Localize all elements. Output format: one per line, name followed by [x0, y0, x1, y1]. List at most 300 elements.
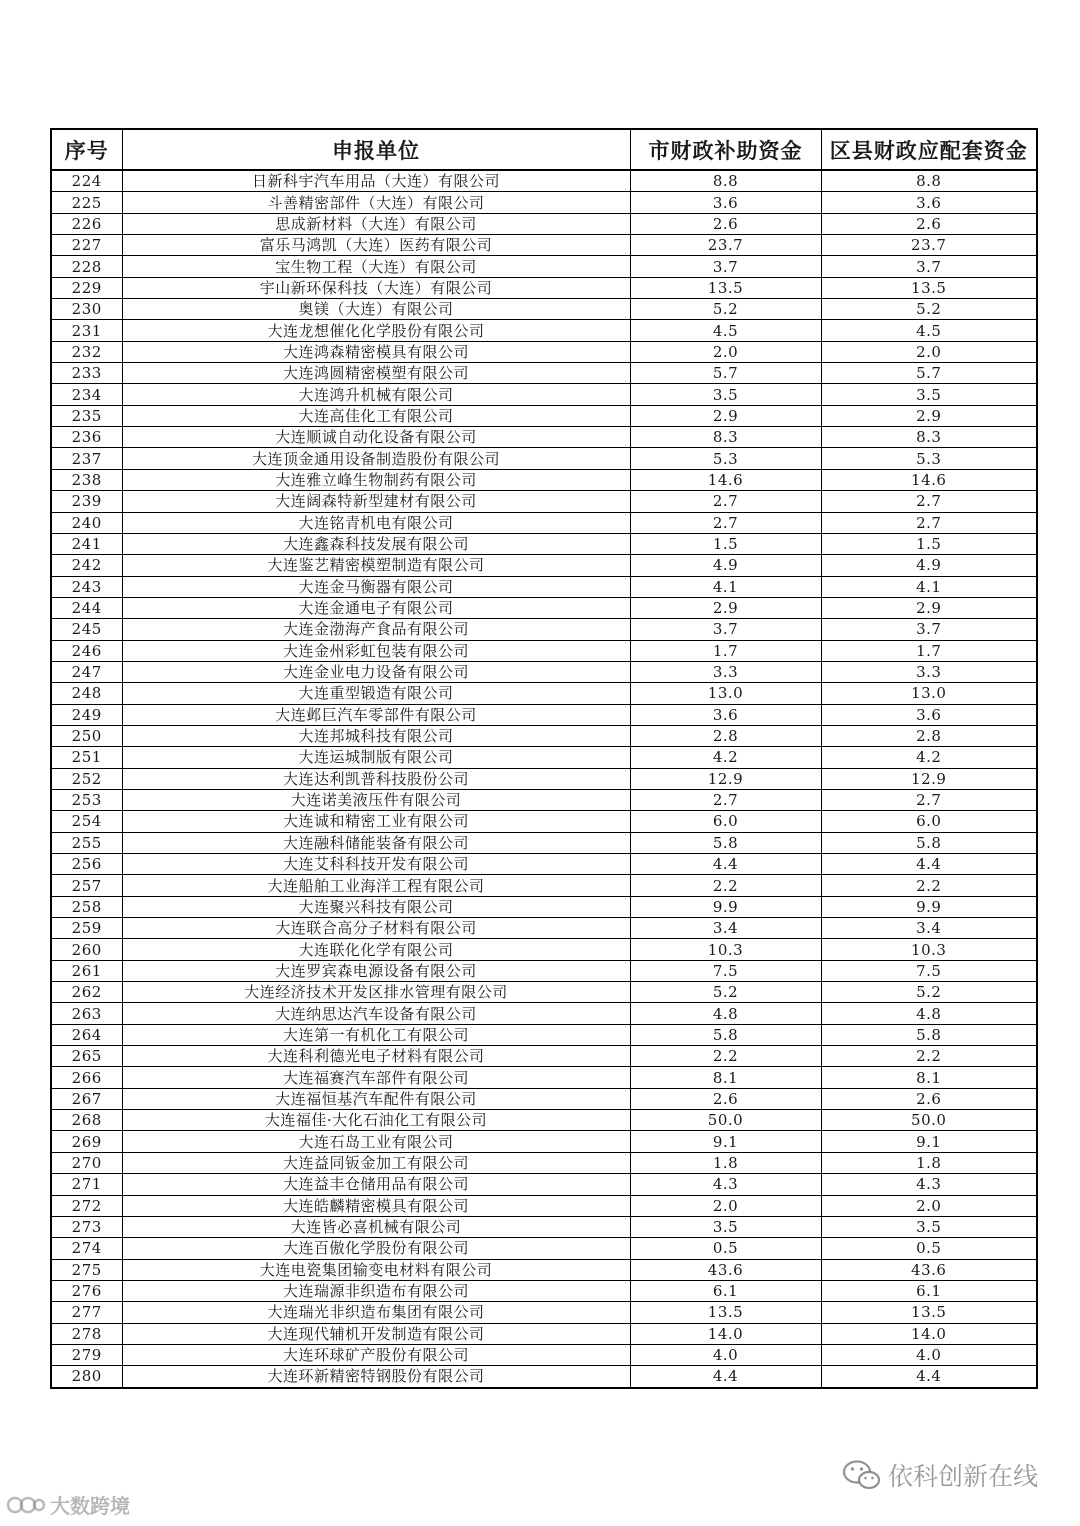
table-row: [51, 491, 1037, 512]
row-city-subsidy: 2.7: [630, 789, 821, 810]
table-row: [51, 1216, 1037, 1237]
table-row: [51, 1152, 1037, 1173]
table-row: [51, 725, 1037, 746]
watermark-right: [842, 1457, 1038, 1493]
row-district-matching: 0.5: [821, 1238, 1037, 1259]
row-index: 274: [51, 1238, 122, 1259]
row-city-subsidy: 5.2: [630, 982, 821, 1003]
row-applicant: 大连铭青机电有限公司: [122, 512, 630, 533]
row-city-subsidy: 2.9: [630, 597, 821, 618]
table-header: [51, 129, 1037, 170]
row-district-matching: 4.1: [821, 576, 1037, 597]
row-city-subsidy: 8.3: [630, 427, 821, 448]
row-district-matching: 3.6: [821, 704, 1037, 725]
row-district-matching: 4.4: [821, 1366, 1037, 1388]
row-district-matching: 4.9: [821, 555, 1037, 576]
header-row: [51, 129, 1037, 170]
row-city-subsidy: 4.3: [630, 1174, 821, 1195]
row-city-subsidy: 3.7: [630, 256, 821, 277]
row-index: 266: [51, 1067, 122, 1088]
row-applicant: 大连罗宾森电源设备有限公司: [122, 960, 630, 981]
table-row: [51, 704, 1037, 725]
table-row: [51, 448, 1037, 469]
row-index: 240: [51, 512, 122, 533]
row-district-matching: 2.9: [821, 405, 1037, 426]
table-row: [51, 512, 1037, 533]
row-city-subsidy: 9.9: [630, 896, 821, 917]
row-applicant: 大连百傲化学股份有限公司: [122, 1238, 630, 1259]
row-index: 226: [51, 213, 122, 234]
row-index: 245: [51, 619, 122, 640]
row-city-subsidy: 8.8: [630, 170, 821, 192]
row-applicant: 大连环新精密特钢股份有限公司: [122, 1366, 630, 1388]
row-applicant: 大连环球矿产股份有限公司: [122, 1344, 630, 1365]
table-row: [51, 1067, 1037, 1088]
row-applicant: 大连电瓷集团输变电材料有限公司: [122, 1259, 630, 1280]
row-district-matching: 4.0: [821, 1344, 1037, 1365]
row-index: 224: [51, 170, 122, 192]
row-city-subsidy: 4.5: [630, 320, 821, 341]
row-city-subsidy: 9.1: [630, 1131, 821, 1152]
row-applicant: 大连石岛工业有限公司: [122, 1131, 630, 1152]
row-index: 272: [51, 1195, 122, 1216]
logo-icon: [6, 1494, 46, 1516]
row-district-matching: 12.9: [821, 768, 1037, 789]
row-city-subsidy: 2.6: [630, 1088, 821, 1109]
row-district-matching: 9.1: [821, 1131, 1037, 1152]
row-city-subsidy: 2.6: [630, 213, 821, 234]
header-applicant: 申报单位: [122, 129, 630, 170]
row-city-subsidy: 13.5: [630, 1302, 821, 1323]
row-applicant: 大连高佳化工有限公司: [122, 405, 630, 426]
row-applicant: 大连金业电力设备有限公司: [122, 661, 630, 682]
header-district-matching: 区县财政应配套资金: [821, 129, 1037, 170]
row-index: 257: [51, 875, 122, 896]
row-applicant: 大连福赛汽车部件有限公司: [122, 1067, 630, 1088]
row-applicant: 大连船舶工业海洋工程有限公司: [122, 875, 630, 896]
row-applicant: 大连瑞源非织造布有限公司: [122, 1280, 630, 1301]
row-district-matching: 7.5: [821, 960, 1037, 981]
row-index: 235: [51, 405, 122, 426]
table-row: [51, 1195, 1037, 1216]
row-index: 258: [51, 896, 122, 917]
table-row: [51, 768, 1037, 789]
row-city-subsidy: 23.7: [630, 235, 821, 256]
row-applicant: 大连福佳·大化石油化工有限公司: [122, 1110, 630, 1131]
row-city-subsidy: 2.9: [630, 405, 821, 426]
row-city-subsidy: 5.3: [630, 448, 821, 469]
row-index: 262: [51, 982, 122, 1003]
row-index: 263: [51, 1003, 122, 1024]
row-district-matching: 3.7: [821, 619, 1037, 640]
row-applicant: 大连诚和精密工业有限公司: [122, 811, 630, 832]
table-row: [51, 1174, 1037, 1195]
row-index: 230: [51, 299, 122, 320]
table-row: [51, 832, 1037, 853]
row-city-subsidy: 50.0: [630, 1110, 821, 1131]
row-index: 246: [51, 640, 122, 661]
header-city-subsidy: 市财政补助资金: [630, 129, 821, 170]
row-index: 225: [51, 192, 122, 213]
row-applicant: 大连科利德光电子材料有限公司: [122, 1046, 630, 1067]
row-city-subsidy: 6.0: [630, 811, 821, 832]
header-index: 序号: [51, 129, 122, 170]
row-index: 236: [51, 427, 122, 448]
table-row: [51, 192, 1037, 213]
table-row: [51, 811, 1037, 832]
row-index: 278: [51, 1323, 122, 1344]
row-index: 234: [51, 384, 122, 405]
row-index: 265: [51, 1046, 122, 1067]
row-applicant: 大连皆必喜机械有限公司: [122, 1216, 630, 1237]
row-index: 277: [51, 1302, 122, 1323]
row-applicant: 大连瑞光非织造布集团有限公司: [122, 1302, 630, 1323]
table-row: [51, 640, 1037, 661]
row-district-matching: 5.3: [821, 448, 1037, 469]
row-applicant: 大连益同钣金加工有限公司: [122, 1152, 630, 1173]
row-applicant: 大连第一有机化工有限公司: [122, 1024, 630, 1045]
row-applicant: 大连顺诚自动化设备有限公司: [122, 427, 630, 448]
row-city-subsidy: 43.6: [630, 1259, 821, 1280]
row-applicant: 奥镁（大连）有限公司: [122, 299, 630, 320]
table-row: [51, 384, 1037, 405]
row-applicant: 大连达利凯普科技股份公司: [122, 768, 630, 789]
row-district-matching: 14.0: [821, 1323, 1037, 1344]
table-row: [51, 299, 1037, 320]
row-city-subsidy: 4.1: [630, 576, 821, 597]
row-district-matching: 13.5: [821, 1302, 1037, 1323]
row-applicant: 大连阔森特新型建材有限公司: [122, 491, 630, 512]
row-applicant: 大连聚兴科技有限公司: [122, 896, 630, 917]
table-row: [51, 896, 1037, 917]
row-applicant: 大连诺美液压件有限公司: [122, 789, 630, 810]
row-index: 261: [51, 960, 122, 981]
row-applicant: 大连鸿升机械有限公司: [122, 384, 630, 405]
row-applicant: 大连皓麟精密模具有限公司: [122, 1195, 630, 1216]
row-applicant: 大连融科储能装备有限公司: [122, 832, 630, 853]
row-district-matching: 4.5: [821, 320, 1037, 341]
table-row: [51, 1280, 1037, 1301]
row-district-matching: 3.5: [821, 1216, 1037, 1237]
row-district-matching: 14.6: [821, 469, 1037, 490]
row-city-subsidy: 1.7: [630, 640, 821, 661]
row-district-matching: 2.7: [821, 491, 1037, 512]
row-city-subsidy: 13.0: [630, 683, 821, 704]
row-city-subsidy: 5.7: [630, 363, 821, 384]
row-index: 244: [51, 597, 122, 618]
row-district-matching: 3.6: [821, 192, 1037, 213]
row-district-matching: 4.4: [821, 854, 1037, 875]
row-district-matching: 1.8: [821, 1152, 1037, 1173]
table-row: [51, 576, 1037, 597]
row-index: 254: [51, 811, 122, 832]
table-row: [51, 1366, 1037, 1388]
row-district-matching: 2.7: [821, 512, 1037, 533]
row-index: 250: [51, 725, 122, 746]
row-district-matching: 8.1: [821, 1067, 1037, 1088]
row-applicant: 斗善精密部件（大连）有限公司: [122, 192, 630, 213]
row-city-subsidy: 2.8: [630, 725, 821, 746]
row-city-subsidy: 6.1: [630, 1280, 821, 1301]
row-city-subsidy: 2.7: [630, 512, 821, 533]
row-applicant: 大连联合高分子材料有限公司: [122, 918, 630, 939]
row-applicant: 大连邺巨汽车零部件有限公司: [122, 704, 630, 725]
row-index: 232: [51, 341, 122, 362]
row-applicant: 大连顶金通用设备制造股份有限公司: [122, 448, 630, 469]
row-applicant: 大连纳思达汽车设备有限公司: [122, 1003, 630, 1024]
row-city-subsidy: 5.2: [630, 299, 821, 320]
row-index: 231: [51, 320, 122, 341]
row-applicant: 大连金渤海产食品有限公司: [122, 619, 630, 640]
row-city-subsidy: 4.0: [630, 1344, 821, 1365]
row-index: 273: [51, 1216, 122, 1237]
row-index: 243: [51, 576, 122, 597]
row-district-matching: 4.3: [821, 1174, 1037, 1195]
row-applicant: 大连邦城科技有限公司: [122, 725, 630, 746]
row-index: 248: [51, 683, 122, 704]
row-district-matching: 5.2: [821, 982, 1037, 1003]
table-row: [51, 363, 1037, 384]
row-index: 241: [51, 533, 122, 554]
table-row: [51, 1131, 1037, 1152]
row-city-subsidy: 14.0: [630, 1323, 821, 1344]
watermark-left: [6, 1490, 130, 1519]
row-index: 275: [51, 1259, 122, 1280]
row-applicant: 大连现代辅机开发制造有限公司: [122, 1323, 630, 1344]
table-row: [51, 789, 1037, 810]
table-row: [51, 213, 1037, 234]
row-applicant: 大连龙想催化化学股份有限公司: [122, 320, 630, 341]
row-applicant: 大连联化化学有限公司: [122, 939, 630, 960]
row-index: 264: [51, 1024, 122, 1045]
row-applicant: 日新科宇汽车用品（大连）有限公司: [122, 170, 630, 192]
table-row: [51, 235, 1037, 256]
row-index: 229: [51, 277, 122, 298]
row-district-matching: 5.7: [821, 363, 1037, 384]
row-city-subsidy: 4.4: [630, 1366, 821, 1388]
row-district-matching: 5.2: [821, 299, 1037, 320]
row-district-matching: 1.5: [821, 533, 1037, 554]
table-row: [51, 683, 1037, 704]
row-district-matching: 2.2: [821, 1046, 1037, 1067]
table-row: [51, 427, 1037, 448]
table-row: [51, 918, 1037, 939]
row-city-subsidy: 3.5: [630, 1216, 821, 1237]
row-district-matching: 8.3: [821, 427, 1037, 448]
row-applicant: 大连鸿森精密模具有限公司: [122, 341, 630, 362]
row-district-matching: 50.0: [821, 1110, 1037, 1131]
table-row: [51, 1302, 1037, 1323]
row-index: 260: [51, 939, 122, 960]
row-city-subsidy: 12.9: [630, 768, 821, 789]
row-index: 247: [51, 661, 122, 682]
table-row: [51, 405, 1037, 426]
row-district-matching: 5.8: [821, 832, 1037, 853]
table-row: [51, 341, 1037, 362]
table-row: [51, 875, 1037, 896]
row-district-matching: 8.8: [821, 170, 1037, 192]
row-district-matching: 9.9: [821, 896, 1037, 917]
row-applicant: 大连鉴艺精密模塑制造有限公司: [122, 555, 630, 576]
table-row: [51, 1238, 1037, 1259]
row-city-subsidy: 5.8: [630, 1024, 821, 1045]
row-district-matching: 3.7: [821, 256, 1037, 277]
watermark-right-text: 依科创新在线: [888, 1462, 1039, 1491]
row-city-subsidy: 4.4: [630, 854, 821, 875]
row-applicant: 大连金州彩虹包装有限公司: [122, 640, 630, 661]
wechat-icon: [842, 1459, 882, 1491]
table-row: [51, 939, 1037, 960]
row-city-subsidy: 3.7: [630, 619, 821, 640]
row-district-matching: 5.8: [821, 1024, 1037, 1045]
row-district-matching: 2.2: [821, 875, 1037, 896]
table-row: [51, 1323, 1037, 1344]
row-index: 267: [51, 1088, 122, 1109]
row-index: 251: [51, 747, 122, 768]
row-city-subsidy: 4.9: [630, 555, 821, 576]
row-district-matching: 10.3: [821, 939, 1037, 960]
row-district-matching: 4.2: [821, 747, 1037, 768]
row-index: 227: [51, 235, 122, 256]
row-district-matching: 4.8: [821, 1003, 1037, 1024]
table-row: [51, 619, 1037, 640]
row-applicant: 宝生物工程（大连）有限公司: [122, 256, 630, 277]
row-district-matching: 2.6: [821, 1088, 1037, 1109]
row-index: 242: [51, 555, 122, 576]
row-applicant: 大连鑫森科技发展有限公司: [122, 533, 630, 554]
table-row: [51, 1024, 1037, 1045]
table-row: [51, 170, 1037, 192]
row-city-subsidy: 0.5: [630, 1238, 821, 1259]
row-applicant: 富乐马鸿凯（大连）医药有限公司: [122, 235, 630, 256]
row-district-matching: 13.0: [821, 683, 1037, 704]
row-index: 259: [51, 918, 122, 939]
table-row: [51, 1088, 1037, 1109]
row-index: 233: [51, 363, 122, 384]
row-city-subsidy: 3.5: [630, 384, 821, 405]
row-district-matching: 43.6: [821, 1259, 1037, 1280]
row-applicant: 大连经济技术开发区排水管理有限公司: [122, 982, 630, 1003]
table-row: [51, 1046, 1037, 1067]
row-district-matching: 2.8: [821, 725, 1037, 746]
row-city-subsidy: 2.2: [630, 875, 821, 896]
row-applicant: 大连鸿圆精密模塑有限公司: [122, 363, 630, 384]
row-district-matching: 2.7: [821, 789, 1037, 810]
table-row: [51, 320, 1037, 341]
row-district-matching: 13.5: [821, 277, 1037, 298]
table-row: [51, 256, 1037, 277]
row-city-subsidy: 3.6: [630, 704, 821, 725]
row-index: 239: [51, 491, 122, 512]
row-city-subsidy: 7.5: [630, 960, 821, 981]
table-row: [51, 854, 1037, 875]
row-city-subsidy: 13.5: [630, 277, 821, 298]
row-district-matching: 6.0: [821, 811, 1037, 832]
table-row: [51, 1259, 1037, 1280]
row-applicant: 大连运城制版有限公司: [122, 747, 630, 768]
row-city-subsidy: 4.2: [630, 747, 821, 768]
row-applicant: 大连雅立峰生物制药有限公司: [122, 469, 630, 490]
table-row: [51, 982, 1037, 1003]
row-index: 237: [51, 448, 122, 469]
row-district-matching: 2.0: [821, 1195, 1037, 1216]
row-applicant: 大连金马衡器有限公司: [122, 576, 630, 597]
row-city-subsidy: 2.7: [630, 491, 821, 512]
row-district-matching: 3.5: [821, 384, 1037, 405]
row-district-matching: 23.7: [821, 235, 1037, 256]
table-row: [51, 277, 1037, 298]
row-city-subsidy: 2.0: [630, 341, 821, 362]
row-district-matching: 3.4: [821, 918, 1037, 939]
row-index: 249: [51, 704, 122, 725]
row-index: 268: [51, 1110, 122, 1131]
row-applicant: 宇山新环保科技（大连）有限公司: [122, 277, 630, 298]
row-index: 280: [51, 1366, 122, 1388]
row-district-matching: 2.0: [821, 341, 1037, 362]
table-row: [51, 597, 1037, 618]
row-city-subsidy: 10.3: [630, 939, 821, 960]
row-applicant: 大连重型锻造有限公司: [122, 683, 630, 704]
row-applicant: 大连益丰仓储用品有限公司: [122, 1174, 630, 1195]
row-index: 255: [51, 832, 122, 853]
table-body: [51, 170, 1037, 1388]
row-applicant: 大连艾科科技开发有限公司: [122, 854, 630, 875]
row-city-subsidy: 3.3: [630, 661, 821, 682]
row-index: 256: [51, 854, 122, 875]
table-row: [51, 747, 1037, 768]
table-row: [51, 1003, 1037, 1024]
row-city-subsidy: 3.4: [630, 918, 821, 939]
row-applicant: 大连金通电子有限公司: [122, 597, 630, 618]
table-row: [51, 533, 1037, 554]
row-city-subsidy: 2.0: [630, 1195, 821, 1216]
watermark-left-text: 大数跨境: [50, 1494, 130, 1518]
row-applicant: 大连福恒基汽车配件有限公司: [122, 1088, 630, 1109]
row-city-subsidy: 1.5: [630, 533, 821, 554]
row-city-subsidy: 3.6: [630, 192, 821, 213]
subsidy-table: [50, 128, 1038, 1389]
subsidy-table-container: [50, 128, 1036, 1389]
row-index: 270: [51, 1152, 122, 1173]
row-district-matching: 1.7: [821, 640, 1037, 661]
row-city-subsidy: 2.2: [630, 1046, 821, 1067]
row-city-subsidy: 1.8: [630, 1152, 821, 1173]
row-district-matching: 2.9: [821, 597, 1037, 618]
row-index: 238: [51, 469, 122, 490]
row-index: 271: [51, 1174, 122, 1195]
row-index: 269: [51, 1131, 122, 1152]
table-row: [51, 469, 1037, 490]
row-index: 252: [51, 768, 122, 789]
row-city-subsidy: 8.1: [630, 1067, 821, 1088]
table-row: [51, 960, 1037, 981]
row-applicant: 思成新材料（大连）有限公司: [122, 213, 630, 234]
row-district-matching: 3.3: [821, 661, 1037, 682]
row-district-matching: 6.1: [821, 1280, 1037, 1301]
row-index: 253: [51, 789, 122, 810]
table-row: [51, 661, 1037, 682]
row-city-subsidy: 5.8: [630, 832, 821, 853]
row-index: 228: [51, 256, 122, 277]
table-row: [51, 1344, 1037, 1365]
table-row: [51, 555, 1037, 576]
row-index: 276: [51, 1280, 122, 1301]
row-city-subsidy: 14.6: [630, 469, 821, 490]
row-index: 279: [51, 1344, 122, 1365]
row-city-subsidy: 4.8: [630, 1003, 821, 1024]
table-row: [51, 1110, 1037, 1131]
row-district-matching: 2.6: [821, 213, 1037, 234]
